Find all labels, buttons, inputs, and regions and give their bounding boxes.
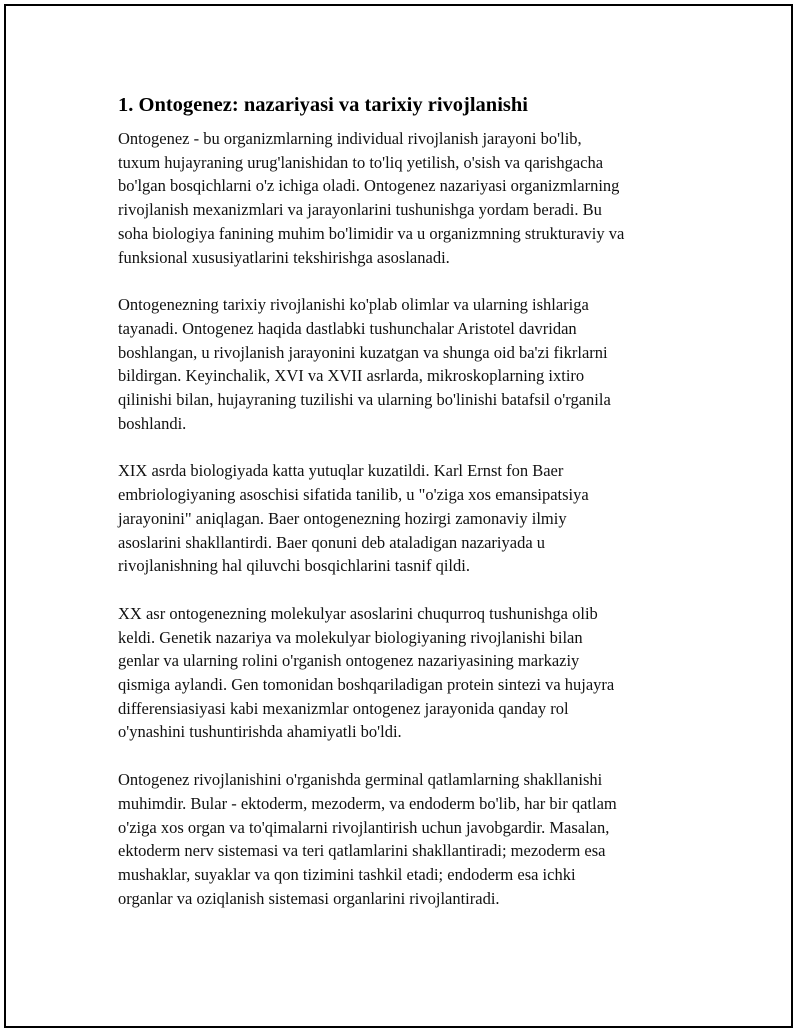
text-line: rivojlanishning hal qiluvchi bosqichlarini tasnif qildi. bbox=[118, 556, 470, 576]
text-line: o'ziga xos organ va to'qimalarni rivojlantirish uchun javobgardir. Masalan, bbox=[118, 817, 610, 837]
text-line: funksional xususiyatlarini tekshirishga asoslanadi. bbox=[118, 247, 450, 267]
text-line: organlar va oziqlanish sistemasi organlarini rivojlantiradi. bbox=[118, 888, 500, 908]
text-line: tayanadi. Ontogenez haqida dastlabki tushunchalar Aristotel davridan bbox=[118, 318, 577, 338]
text-line: Ontogenez - bu organizmlarning individual rivojlanish jarayoni bo'lib, bbox=[118, 129, 582, 148]
text-line: ektoderm nerv sistemasi va teri qatlamlarini shakllantiradi; mezoderm esa bbox=[118, 841, 606, 861]
text-line: Ontogenez rivojlanishini o'rganishda germinal qatlamlarning shakllanishi bbox=[118, 770, 603, 790]
text-line: boshlandi. bbox=[118, 413, 187, 433]
paragraph-history bbox=[118, 293, 698, 435]
text-line: XIX asrda biologiyada katta yutuqlar kuzatildi. Karl Ernst fon Baer bbox=[118, 461, 564, 481]
text-line: asoslarini shakllantirdi. Baer qonuni deb ataladigan nazariyada u bbox=[118, 532, 546, 552]
section-title: 1. Ontogenez: nazariyasi va tarixiy rivojlanishi bbox=[118, 94, 528, 116]
text-line: bildirgan. Keyinchalik, XVI va XVII asrlarda, mikroskoplarning ixtiro bbox=[118, 366, 585, 386]
text-line: boshlangan, u rivojlanish jarayonini kuzatgan va shunga oid ba'zi fikrlarni bbox=[118, 342, 608, 362]
text-line: rivojlanish mexanizmlari va jarayonlarini tushunishga yordam beradi. Bu bbox=[118, 200, 602, 220]
text-line: Ontogenezning tarixiy rivojlanishi ko'plab olimlar va ularning ishlariga bbox=[118, 295, 589, 315]
paragraph-20th-century bbox=[118, 602, 698, 744]
text-line: differensiasiyasi kabi mexanizmlar ontogenez jarayonida qanday rol bbox=[118, 698, 569, 718]
text-line: qismiga aylandi. Gen tomonidan boshqariladigan protein sintezi va hujayra bbox=[118, 675, 615, 695]
text-line: muhimdir. Bular - ektoderm, mezoderm, va endoderm bo'lib, har bir qatlam bbox=[118, 793, 617, 813]
text-line: qilinishi bilan, hujayraning tuzilishi va ularning bo'linishi batafsil o'rganila bbox=[118, 390, 611, 410]
text-line: keldi. Genetik nazariya va molekulyar biologiyaning rivojlanishi bilan bbox=[118, 627, 583, 647]
paragraph-19th-century bbox=[118, 459, 698, 578]
text-line: XX asr ontogenezning molekulyar asoslarini chuqurroq tushunishga olib bbox=[118, 603, 598, 623]
text-line: embriologiyaning asoschisi sifatida tanilib, u "o'ziga xos emansipatsiya bbox=[118, 485, 589, 505]
text-line: mushaklar, suyaklar va qon tizimini tashkil etadi; endoderm esa ichki bbox=[118, 864, 576, 884]
document-body bbox=[118, 92, 698, 934]
paragraph-germ-layers bbox=[118, 768, 698, 910]
text-line: genlar va ularning rolini o'rganish ontogenez nazariyasining markaziy bbox=[118, 651, 580, 671]
paragraph-definition bbox=[118, 127, 698, 269]
text-line: tuxum hujayraning urug'lanishidan to to'liq yetilish, o'sish va qarishgacha bbox=[118, 152, 604, 172]
text-line: soha biologiya fanining muhim bo'limidir va u organizmning strukturaviy va bbox=[118, 223, 625, 243]
text-line: jarayonini" aniqlagan. Baer ontogenezning hozirgi zamonaviy ilmiy bbox=[118, 508, 567, 528]
text-line: bo'lgan bosqichlarni o'z ichiga oladi. Ontogenez nazariyasi organizmlarning bbox=[118, 176, 620, 196]
text-line: o'ynashini tushuntirishda ahamiyatli bo'ldi. bbox=[118, 722, 402, 742]
